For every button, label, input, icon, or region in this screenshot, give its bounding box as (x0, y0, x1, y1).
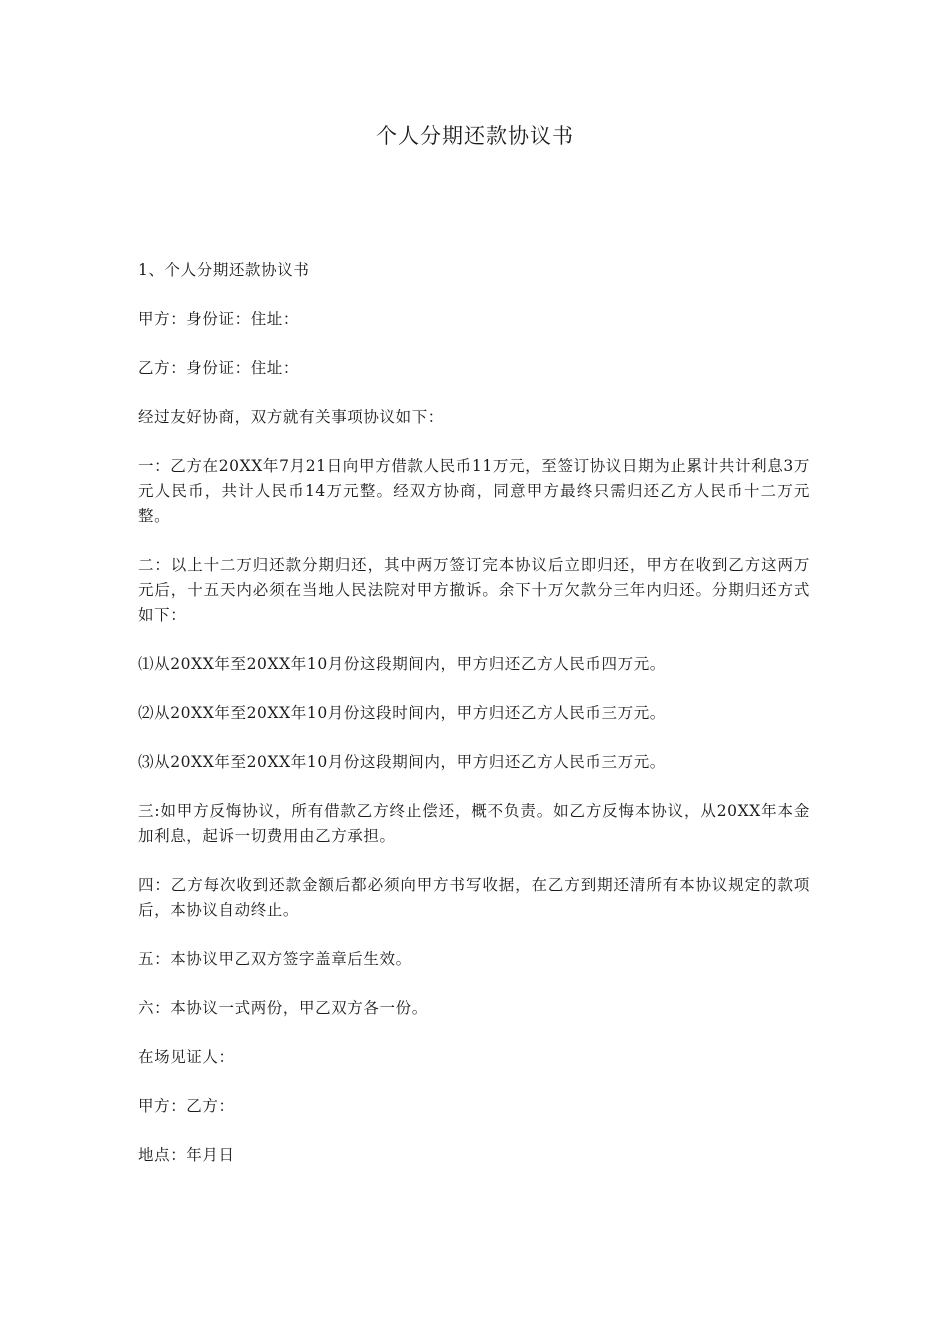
clause-five: 五：本协议甲乙双方签字盖章后生效。 (138, 950, 412, 968)
party-b-info: 乙方：身份证：住址： (138, 359, 300, 377)
installment-three: ⑶从20XX年至20XX年10月份这段期间内，甲方归还乙方人民币三万元。 (138, 753, 666, 771)
document-title: 个人分期还款协议书 (376, 124, 574, 148)
document-body (138, 258, 810, 1192)
section-heading: 1、个人分期还款协议书 (138, 261, 310, 279)
installment-one: ⑴从20XX年至20XX年10月份这段期间内，甲方归还乙方人民币四万元。 (138, 655, 666, 673)
party-a-info: 甲方：身份证：住址： (138, 310, 300, 328)
installment-two: ⑵从20XX年至20XX年10月份这段时间内，甲方归还乙方人民币三万元。 (138, 704, 666, 722)
signature-parties: 甲方：乙方： (138, 1097, 235, 1115)
clause-two: 二：以上十二万归还款分期归还，其中两万签订完本协议后立即归还，甲方在收到乙方这两万元后，十五天内必须在当地人民法院对甲方撤诉。余下十万欠款分三年内归还。分期归还方式如下： (138, 556, 810, 624)
place-date-line: 地点：年月日 (138, 1146, 235, 1164)
agreement-intro: 经过友好协商，双方就有关事项协议如下： (138, 408, 444, 426)
clause-four: 四：乙方每次收到还款金额后都必须向甲方书写收据，在乙方到期还清所有本协议规定的款项后，本协议自动终止。 (138, 876, 810, 919)
witness-line: 在场见证人： (138, 1048, 235, 1066)
clause-six: 六：本协议一式两份，甲乙双方各一份。 (138, 999, 428, 1017)
clause-one: 一：乙方在20XX年7月21日向甲方借款人民币11万元，至签订协议日期为止累计共计利息3万元人民币，共计人民币14万元整。经双方协商，同意甲方最终只需归还乙方人民币十二万元整。 (138, 457, 810, 525)
clause-three: 三:如甲方反悔协议，所有借款乙方终止偿还，概不负责。如乙方反悔本协议，从20XX年本金加利息，起诉一切费用由乙方承担。 (138, 802, 810, 845)
